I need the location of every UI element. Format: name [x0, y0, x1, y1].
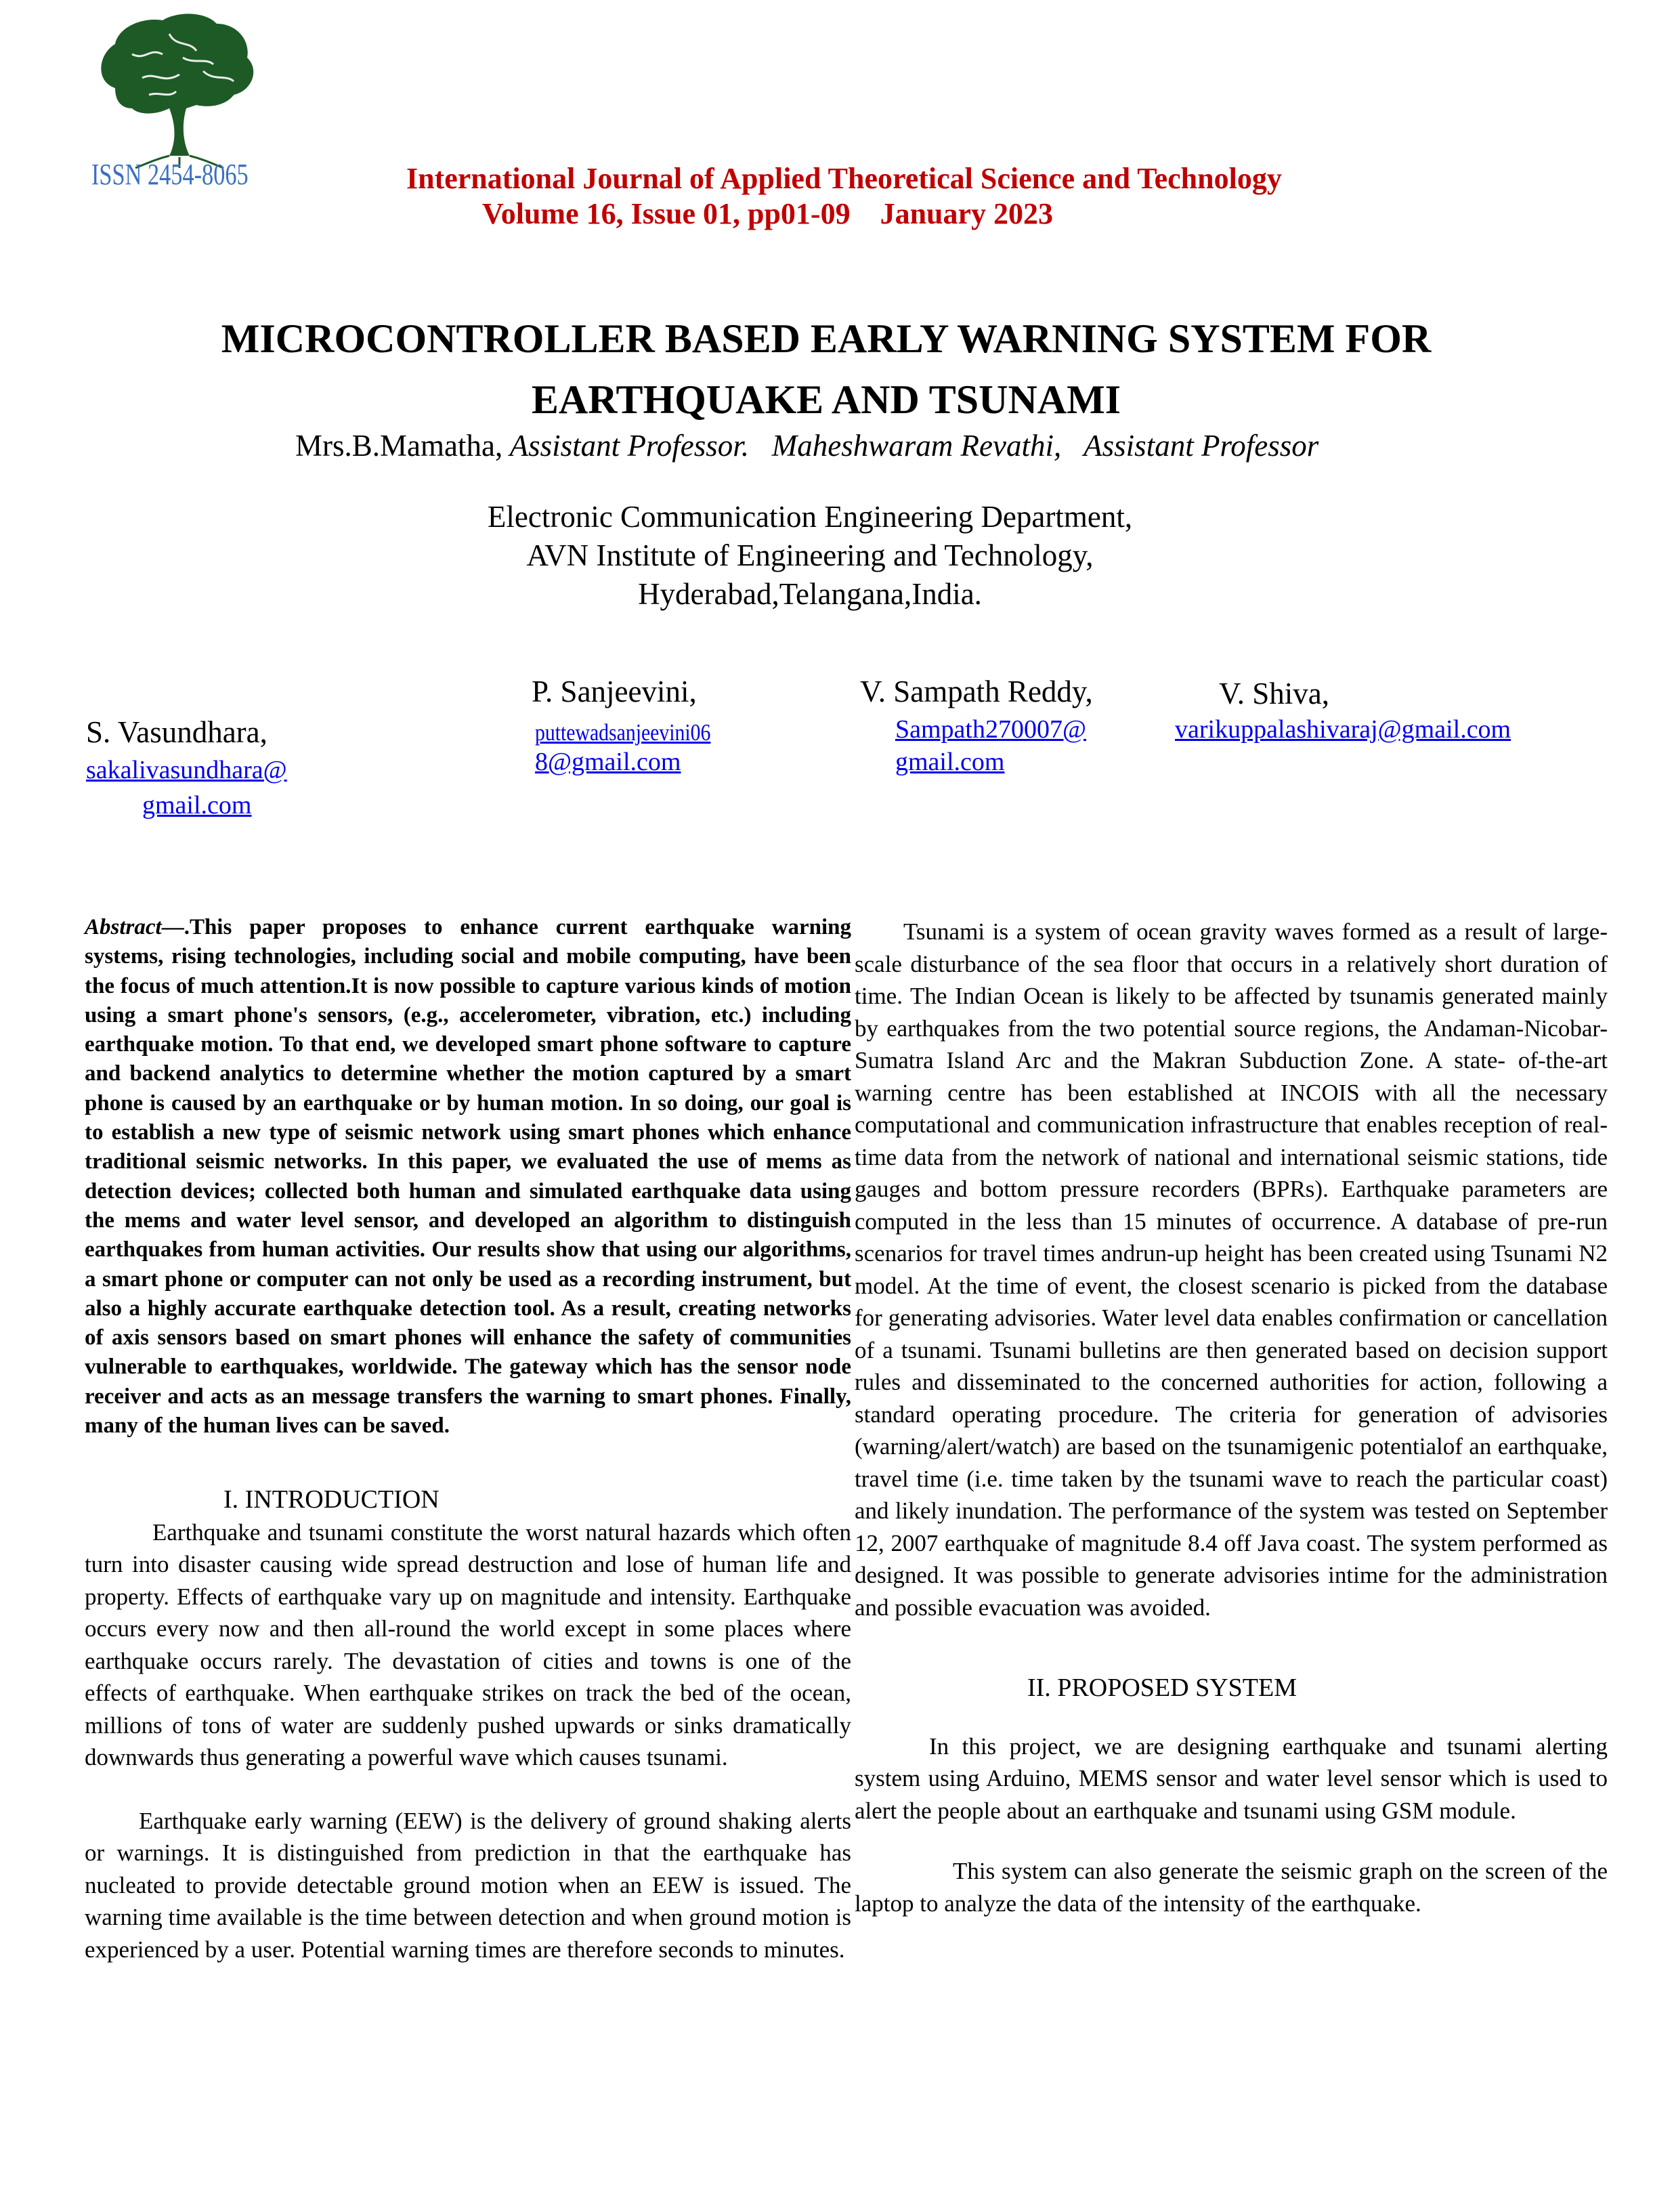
author-1-name: Mrs.B.Mamatha, — [295, 429, 503, 463]
issue-info: Volume 16, Issue 01, pp01-09 January 2023 — [482, 197, 1054, 230]
co-author-2-email-line-1[interactable]: puttewadsanjeevini06 — [535, 719, 711, 746]
co-author-1-email-line-2[interactable]: gmail.com — [142, 791, 252, 820]
brain-tree-logo-icon — [68, 7, 291, 169]
affiliation-department: Electronic Communication Engineering Department, — [487, 500, 1133, 534]
abstract — [85, 913, 851, 1441]
co-author-3-email-line-1[interactable]: Sampath270007@ — [895, 715, 1086, 744]
co-author-2-email-line-2[interactable]: 8@gmail.com — [535, 748, 681, 776]
paper-title-line-1: MICROCONTROLLER BASED EARLY WARNING SYSTEM FOR — [221, 316, 1432, 361]
co-author-1-name: S. Vasundhara, — [86, 715, 267, 749]
affiliation-location: Hyderabad,Telangana,India. — [638, 577, 982, 611]
right-column — [855, 916, 1608, 1919]
co-author-1-email-line-1[interactable]: sakalivasundhara@ — [86, 756, 287, 784]
affiliation-institute: AVN Institute of Engineering and Technology, — [526, 538, 1094, 572]
journal-name: International Journal of Applied Theoretical Science and Technology — [406, 162, 1282, 195]
tsunami-paragraph: Tsunami is a system of ocean gravity waves formed as a result of large-scale disturbance of the sea floor that occurs in a relatively short duration of time. The Indian Ocean is likely to be affected by tsunamis generated mainly by earthquakes from the two potential source regions, the Andaman-Nicobar-Sumatra Island Arc and the Makran Subduction Zone. A state- of-the-art warning centre has been established at INCOIS with all the necessary computational and communication infrastructure that enables reception of real- time data from the network of national and international seismic stations, tide gauges and bottom pressure recorders (BPRs). Earthquake parameters are computed in the less than 15 minutes of occurrence. A database of pre-run scenarios for travel times andrun-up height has been created using Tsunami N2 model. At the time of event, the closest scenario is picked from the database for generating advisories. Water level data enables confirmation or cancellation of a tsunami. Tsunami bulletins are then generated based on decision support rules and disseminated to the concerned authorities for action, following a standard operating procedure. The criteria for generation of advisories (warning/alert/watch) are based on the tsunamigenic potentialof an earthquake, travel time (i.e. time taken by the tsunami wave to reach the particular coast) and likely inundation. The performance of the system was tested on September 12, 2007 earthquake of magnitude 8.4 off Java coast. The system performed as designed. It was possible to generate advisories intime for the administration and possible evacuation was avoided. — [855, 918, 1608, 1621]
paper-title-line-2: EARTHQUAKE AND TSUNAMI — [531, 377, 1121, 422]
intro-paragraph-1: Earthquake and tsunami constitute the worst natural hazards which often turn into disaster causing wide spread destruction and lose of human life and property. Effects of earthquake vary up on magnitude and intensity. Earthquake occurs every now and then all-round the world except in some places where earthquake occurs rarely. The devastation of cities and towns is one of the effects of earthquake. When earthquake strikes on track the bed of the ocean, millions of tons of water are suddenly pushed upwards or sinks dramatically downwards thus generating a powerful wave which causes tsunami. — [85, 1518, 851, 1771]
author-2-name: Maheshwaram Revathi, — [749, 429, 1062, 463]
co-author-3-name: V. Sampath Reddy, — [860, 675, 1093, 708]
abstract-label: Abstract — [85, 915, 162, 939]
proposed-paragraph-2: This system can also generate the seismic graph on the screen of the laptop to analyze the data of the intensity of the earthquake. — [855, 1858, 1608, 1917]
issn-label: ISSN 2454-8065 — [91, 158, 249, 191]
main-authors — [295, 428, 1318, 463]
co-author-3-email-line-2[interactable]: gmail.com — [895, 748, 1005, 776]
co-author-2-name: P. Sanjeevini, — [532, 675, 697, 708]
left-column — [85, 913, 851, 1965]
intro-paragraph-2: Earthquake early warning (EEW) is the delivery of ground shaking alerts or warnings. It is distinguished from prediction in that the earthquake has nucleated to provide detectable ground motion when an EEW is issued. The warning time available is the time between detection and when ground motion is experienced by a user. Potential warning times are therefore seconds to minutes. — [85, 1807, 851, 1963]
section-heading-proposed-system: II. PROPOSED SYSTEM — [1027, 1674, 1297, 1702]
section-heading-introduction: I. INTRODUCTION — [223, 1485, 439, 1514]
proposed-paragraph-1: In this project, we are designing earthquake and tsunami alerting system using Arduino, MEMS sensor and water level sensor which is used to alert the people about an earthquake and tsunami using GSM module. — [855, 1732, 1608, 1824]
co-author-4-name: V. Shiva, — [1219, 677, 1329, 710]
author-1-role: Assistant Professor. — [502, 429, 750, 463]
author-2-role: Assistant Professor — [1061, 429, 1319, 463]
abstract-text: —.This paper proposes to enhance current earthquake warning systems, rising technologies, including social and mobile computing, have been the focus of much attention.It is now possible to capture various kinds of motion using a smart phone's sensors, (e.g., accelerometer, vibration, etc.) including earthquake motion. To that end, we developed smart phone software to capture and backend analytics to determine whether the motion captured by a smart phone is caused by an earthquake or by human motion. In so doing, our goal is to establish a new type of seismic network using smart phones which enhance traditional seismic networks. In this paper, we evaluated the use of mems as detection devices; collected both human and simulated earthquake data using the mems and water level sensor, and developed an algorithm to distinguish earthquakes from human activities. Our results show that using our algorithms, a smart phone or computer can not only be used as a recording instrument, but also a highly accurate earthquake detection tool. As a result, creating networks of axis sensors based on smart phones will enhance the safety of communities vulnerable to earthquakes, worldwide. The gateway which has the sensor node receiver and acts as an message transfers the warning to smart phones. Finally, many of the human lives can be saved. — [85, 915, 851, 1439]
co-author-4-email[interactable]: varikuppalashivaraj@gmail.com — [1175, 715, 1511, 744]
